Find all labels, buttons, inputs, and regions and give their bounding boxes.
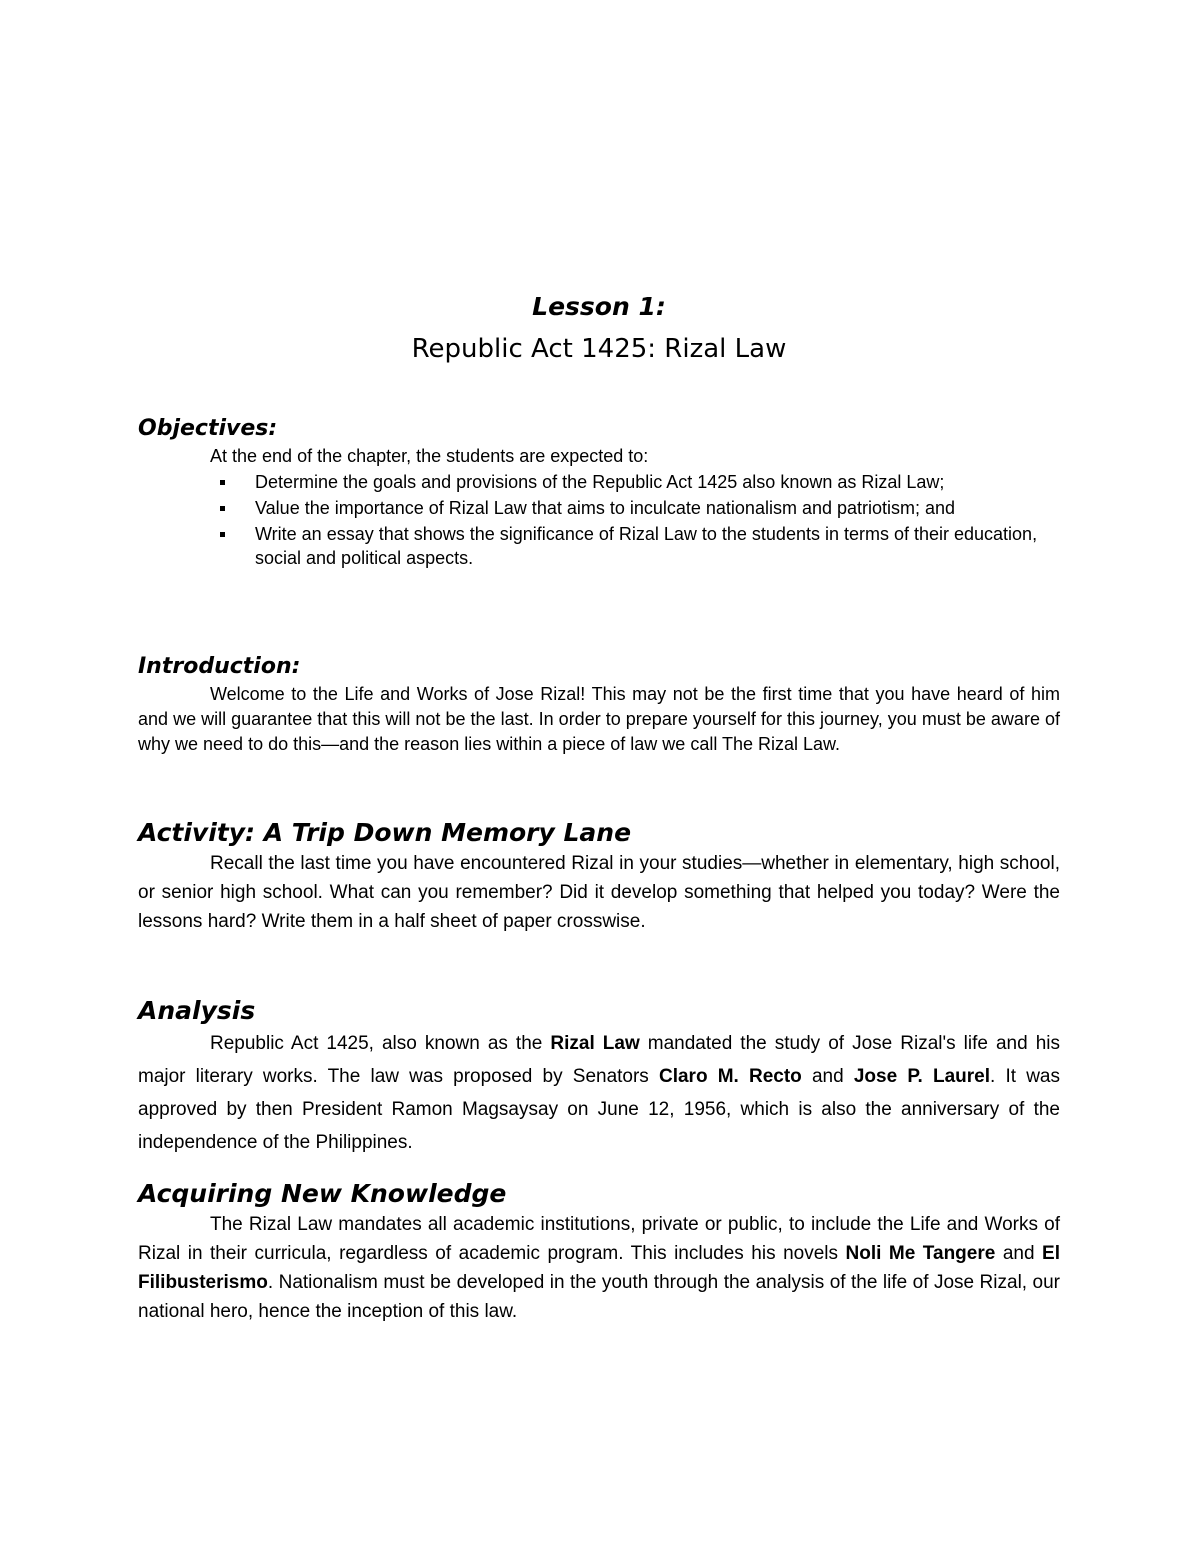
acquiring-heading: Acquiring New Knowledge — [138, 1179, 507, 1208]
acquiring-text-part: . Nationalism must be developed in the youth through the analysis of the life of Jose Rizal, our national hero, hence the inception of this law. — [138, 1272, 1060, 1322]
analysis-heading: Analysis — [138, 996, 256, 1025]
objective-item — [138, 522, 1055, 570]
senator-recto: Claro M. Recto — [658, 1066, 802, 1087]
analysis-text-part: Republic Act 1425, also known as the — [210, 1033, 551, 1054]
analysis-text-part: . It was approved by then President Ramon Magsaysay on June 12, 1956, which is also the anniversary of the independence of the Philippines. — [138, 1066, 1060, 1153]
novel-fili: El Filibusterismo — [138, 1243, 1060, 1293]
objective-text: Write an essay that shows the significance of Rizal Law to the students in terms of their education, social and political aspects. — [255, 524, 1038, 568]
objective-item — [138, 496, 1055, 520]
activity-section — [138, 817, 1060, 936]
analysis-text-part: mandated the study of Jose Rizal's life and his major literary works. The law was proposed by Senators — [138, 1033, 1060, 1087]
analysis-text — [138, 1027, 1060, 1159]
objectives-lead: At the end of the chapter, the students are expected to: — [210, 446, 649, 466]
objectives-section — [138, 414, 1060, 572]
objective-text: Value the importance of Rizal Law that aims to inculcate nationalism and patriotism; and — [255, 498, 956, 518]
acquiring-section — [138, 1178, 1060, 1326]
analysis-text-part: and — [801, 1066, 854, 1087]
lesson-title: Republic Act 1425: Rizal Law — [411, 334, 787, 364]
lesson-number: Lesson 1: — [532, 292, 666, 321]
rizal-law-term: Rizal Law — [550, 1033, 640, 1054]
introduction-text: Welcome to the Life and Works of Jose Rizal! This may not be the first time that you have heard of him and we will guarantee that this will not be the last. In order to prepare yourself for this journey, you must be aware of why we need to do this—and the reason lies within a piece of law we call The Rizal Law. — [138, 684, 1060, 754]
activity-heading: Activity: A Trip Down Memory Lane — [138, 818, 632, 847]
acquiring-text-part: The Rizal Law mandates all academic institutions, private or public, to include the Life and Works of Rizal in their curricula, regardless of academic program. This includes his novels — [138, 1214, 1060, 1264]
analysis-section — [138, 995, 1060, 1159]
square-bullet-icon — [220, 532, 225, 537]
objective-item — [138, 470, 1055, 494]
acquiring-text-part: and — [995, 1243, 1043, 1264]
square-bullet-icon — [220, 480, 225, 485]
acquiring-text — [138, 1210, 1060, 1326]
introduction-section — [138, 652, 1060, 757]
objective-text: Determine the goals and provisions of the Republic Act 1425 also known as Rizal Law; — [255, 472, 945, 492]
novel-noli: Noli Me Tangere — [845, 1243, 996, 1264]
objectives-heading: Objectives: — [138, 416, 278, 441]
introduction-heading: Introduction: — [138, 654, 301, 679]
senator-laurel: Jose P. Laurel — [853, 1066, 991, 1087]
title-block — [138, 290, 1060, 368]
activity-text: Recall the last time you have encountered Rizal in your studies—whether in elementary, high school, or senior high school. What can you remember? Did it develop something that helped you today? Were the lessons hard? Write them in a half sheet of paper crosswise. — [138, 853, 1060, 932]
objectives-list — [138, 470, 1060, 570]
square-bullet-icon — [220, 506, 225, 511]
